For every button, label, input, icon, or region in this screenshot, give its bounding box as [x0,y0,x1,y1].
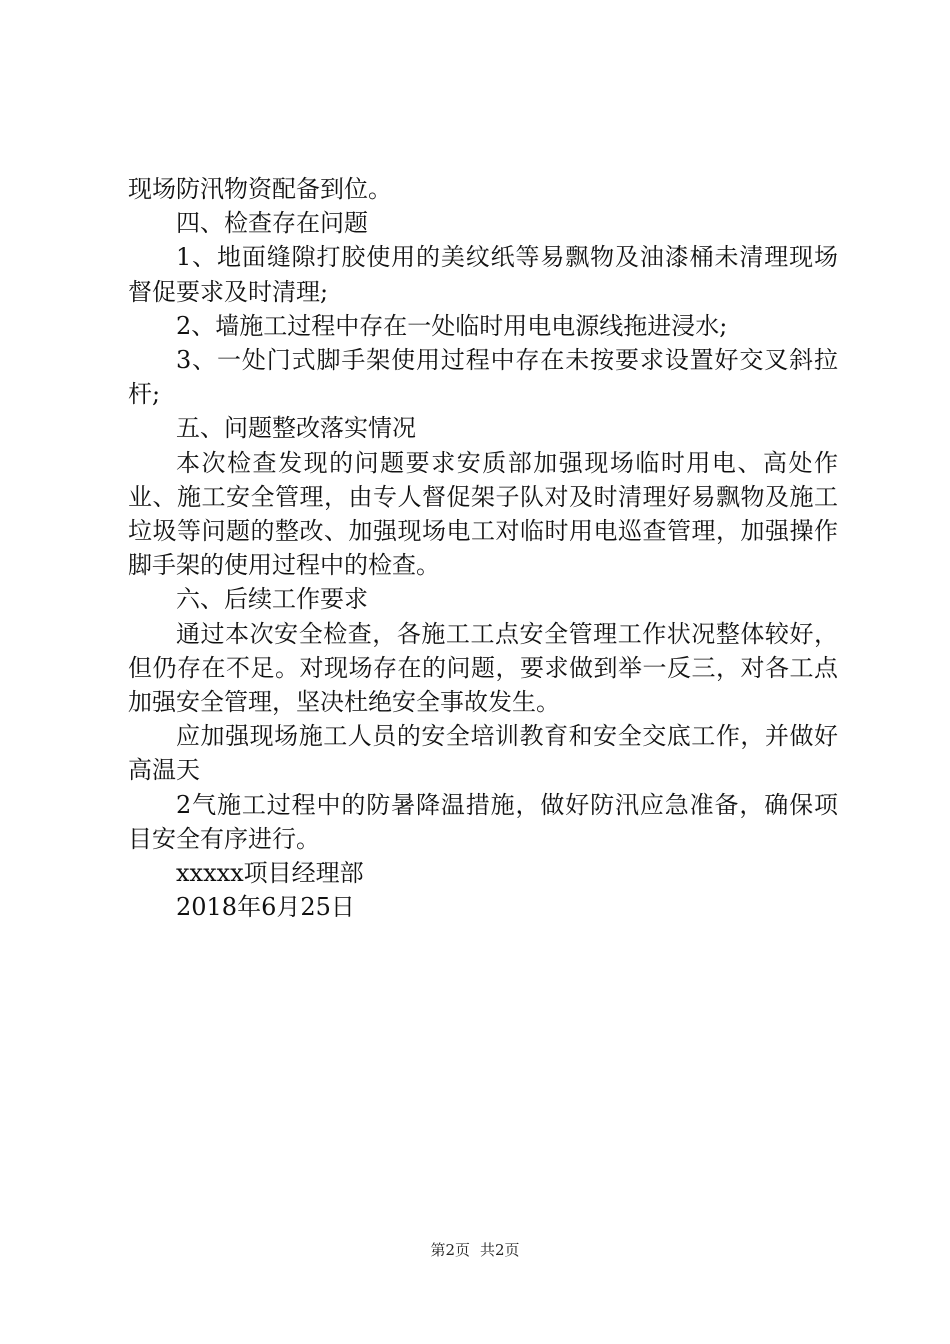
section-heading-rectification: 五、问题整改落实情况 [176,414,416,443]
page-footer [0,1240,950,1260]
signature-department: xxxxx项目经理部 [176,859,364,888]
paragraph-continuation: 现场防汛物资配备到位。 [128,175,392,203]
follow-up-paragraph-3: 2气施工过程中的防暑降温措施，做好防汛应急准备，确保项目安全有序进行。 [128,790,838,853]
follow-up-paragraph-2: 应加强现场施工人员的安全培训教育和安全交底工作，并做好高温天 [128,722,838,785]
section-heading-problems: 四、检查存在问题 [176,209,368,238]
follow-up-paragraph-1: 通过本次安全检查，各施工工点安全管理工作状况整体较好，但仍存在不足。对现场存在的问题，要求做到举一反三，对各工点加强安全管理，坚决杜绝安全事故发生。 [128,619,838,717]
page-total: 共2页 [480,1241,520,1259]
problem-item-3: 3、一处门式脚手架使用过程中存在未按要求设置好交叉斜拉杆; [128,346,838,409]
problem-item-1: 1、地面缝隙打胶使用的美纹纸等易飘物及油漆桶未清理现场督促要求及时清理; [128,243,838,306]
section-heading-follow-up: 六、后续工作要求 [176,585,368,614]
signature-date: 2018年6月25日 [176,893,355,922]
problem-item-2: 2、墙施工过程中存在一处临时用电电源线拖进浸水; [176,311,728,340]
rectification-paragraph: 本次检查发现的问题要求安质部加强现场临时用电、高处作业、施工安全管理，由专人督促架子队对及时清理好易飘物及施工垃圾等问题的整改、加强现场电工对临时用电巡查管理，加强操作脚手架的使用过程中的检查。 [128,448,838,580]
page-number: 第2页 [430,1241,470,1259]
document-body [128,172,838,924]
